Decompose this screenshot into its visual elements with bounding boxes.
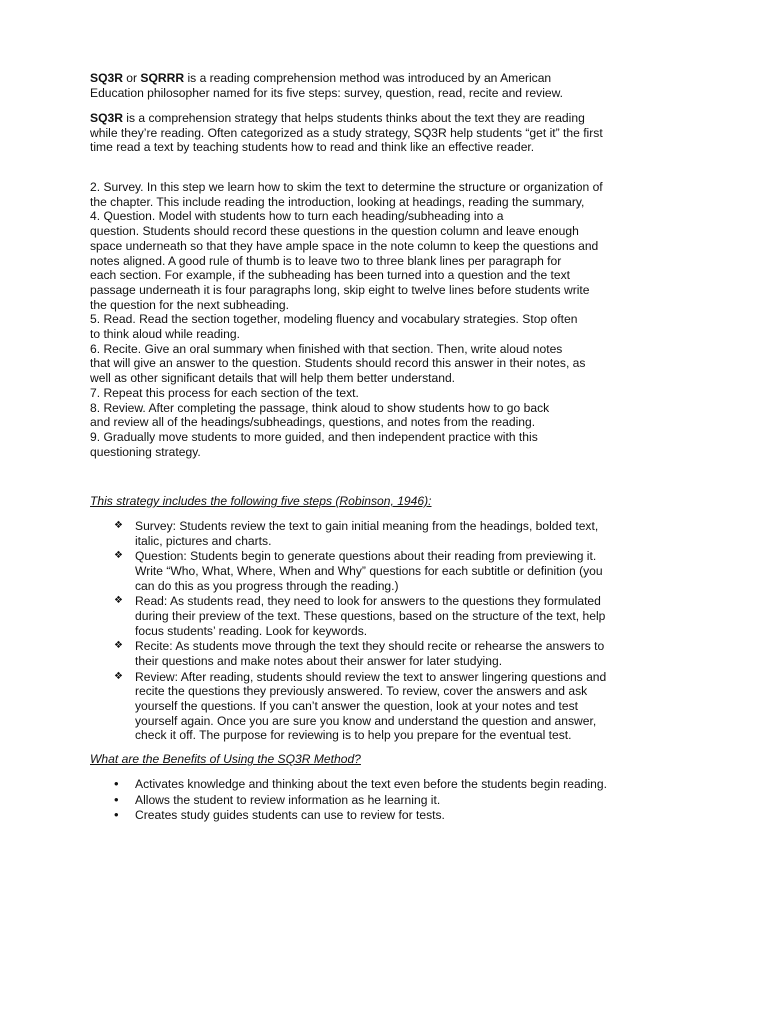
benefits-heading (90, 752, 690, 767)
definition-paragraph (90, 111, 690, 155)
steps-paragraph (90, 180, 690, 459)
diamond-bullet-icon: ❖ (114, 550, 123, 562)
diamond-bullet-icon: ❖ (114, 520, 123, 531)
intro-or: or (122, 71, 141, 85)
definition-line-2: while they’re reading. Often categorized as a study strategy, SQ3R help students “get it” the first (90, 125, 603, 140)
benefit-text: Activates knowledge and thinking about the text even before the students begin reading. (135, 777, 607, 791)
list-item-line: can do this as you progress through the reading.) (135, 578, 399, 593)
list-item-recite (90, 639, 690, 668)
list-item-line: during their preview of the text. These questions, based on the structure of the text, help (135, 609, 606, 623)
list-item-line: yourself again. Once you are sure you know and understand the question and answer, (135, 713, 597, 728)
intro-line-1 (90, 71, 690, 86)
dot-bullet-icon: • (114, 807, 119, 823)
list-item-line: check it off. The purpose for reviewing is to help you prepare for the eventual test. (135, 728, 572, 743)
list-item-line: italic, pictures and charts. (135, 533, 272, 548)
steps-line: 2. Survey. In this step we learn how to skim the text to determine the structure or organization of (90, 180, 603, 194)
five-steps-heading (90, 494, 690, 509)
intro-line-2: Education philosopher named for its five steps: survey, question, read, recite and review. (90, 85, 564, 100)
steps-line: question. Students should record these questions in the question column and leave enough (90, 224, 579, 239)
steps-line: questioning strategy. (90, 444, 201, 459)
list-item-line: Question: Students begin to generate questions about their reading from previewing it. (135, 549, 597, 564)
steps-line: 4. Question. Model with students how to turn each heading/subheading into a (90, 209, 504, 224)
list-item-question (90, 549, 690, 593)
steps-line: well as other significant details that will help them better understand. (90, 371, 456, 386)
list-item-line: Survey: Students review the text to gain initial meaning from the headings, bolded text, (135, 519, 599, 533)
dot-bullet-icon: • (114, 776, 119, 791)
steps-line: space underneath so that they have ample space in the note column to keep the questions and (90, 238, 599, 253)
benefit-text: Creates study guides students can use to review for tests. (135, 808, 445, 823)
list-item-benefit (90, 793, 690, 808)
list-item-line: focus students’ reading. Look for keywords. (135, 623, 368, 638)
definition-term: SQ3R (90, 111, 123, 125)
steps-line: and review all of the headings/subheadings, questions, and notes from the reading. (90, 415, 536, 430)
term-sq3r: SQ3R (90, 71, 123, 85)
intro-line-1-rest: is a reading comprehension method was introduced by an American (184, 71, 552, 85)
steps-line: 6. Recite. Give an oral summary when finished with that section. Then, write aloud notes (90, 341, 563, 356)
diamond-bullet-icon: ❖ (114, 640, 123, 652)
list-item-read (90, 594, 690, 638)
diamond-bullet-icon: ❖ (114, 670, 123, 682)
intro-paragraph (90, 71, 690, 100)
dot-bullet-icon: • (114, 791, 119, 807)
five-steps-list (90, 519, 690, 744)
list-item-benefit (90, 808, 690, 823)
five-steps-heading-text: This strategy includes the following five steps (Robinson, 1946): (90, 494, 432, 508)
definition-line-1 (90, 111, 690, 126)
list-item-benefit (90, 777, 690, 792)
steps-line: each section. For example, if the subheading has been turned into a question and the text (90, 268, 571, 283)
term-sqrrr: SQRRR (140, 71, 185, 85)
steps-line: to think aloud while reading. (90, 327, 240, 342)
steps-line: the question for the next subheading. (90, 297, 290, 312)
steps-line: passage underneath it is four paragraphs long, skip eight to twelve lines before students write (90, 282, 590, 297)
steps-line: that will give an answer to the question. Students should record this answer in their notes, as (90, 356, 586, 371)
diamond-bullet-icon: ❖ (114, 595, 123, 607)
steps-line: the chapter. This include reading the introduction, looking at headings, reading the summary, (90, 194, 585, 209)
benefits-list (90, 777, 690, 824)
steps-line: 8. Review. After completing the passage, think aloud to show students how to go back (90, 400, 550, 415)
steps-line: notes aligned. A good rule of thumb is to leave two to three blank lines per paragraph for (90, 253, 562, 268)
benefits-heading-text: What are the Benefits of Using the SQ3R Method? (90, 752, 361, 766)
benefit-text: Allows the student to review information as he learning it. (135, 792, 441, 807)
list-item-survey (90, 519, 690, 548)
list-item-line: Read: As students read, they need to look for answers to the questions they formulated (135, 594, 601, 609)
definition-line-3: time read a text by teaching students how to read and think like an effective reader. (90, 140, 535, 155)
definition-line-1-rest: is a comprehension strategy that helps students thinks about the text they are reading (122, 111, 585, 125)
steps-line: 5. Read. Read the section together, modeling fluency and vocabulary strategies. Stop often (90, 312, 578, 327)
steps-line: 9. Gradually move students to more guided, and then independent practice with this (90, 429, 538, 444)
list-item-line: their questions and make notes about their answer for later studying. (135, 654, 503, 668)
steps-line: 7. Repeat this process for each section of the text. (90, 385, 359, 400)
list-item-line: yourself the questions. If you can’t answer the question, look at your notes and test (135, 699, 579, 713)
list-item-review (90, 670, 690, 744)
list-item-line: Write “Who, What, Where, When and Why” questions for each subtitle or definition (you (135, 564, 603, 578)
list-item-line: Review: After reading, students should review the text to answer lingering questions and (135, 669, 607, 684)
list-item-line: Recite: As students move through the text they should recite or rehearse the answers to (135, 639, 605, 654)
list-item-line: recite the questions they previously answered. To review, cover the answers and ask (135, 684, 588, 699)
